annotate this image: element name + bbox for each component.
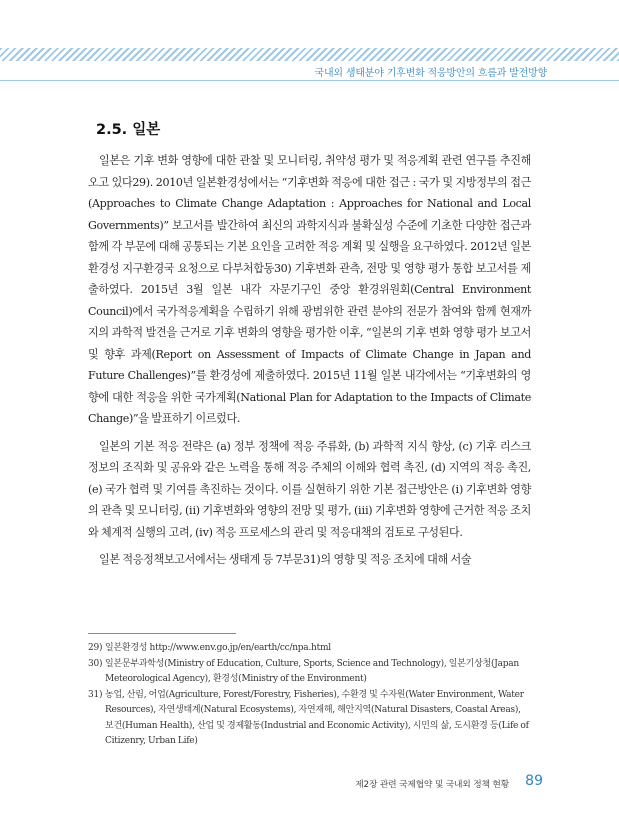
body-text — [88, 150, 531, 577]
paragraph: 일본 적응정책보고서에서는 생태계 등 7부문31)의 영향 및 적응 조치에 대해 서술 — [99, 553, 472, 566]
footnote — [88, 688, 531, 750]
running-footer: 제2장 관련 국제협약 및 국내외 정책 현황 — [355, 780, 509, 790]
footnote — [88, 657, 531, 688]
footnote-text: 일본환경성 http://www.env.go.jp/en/earth/cc/npa.html — [105, 643, 331, 653]
paragraph: 일본은 기후 변화 영향에 대한 관찰 및 모니터링, 취약성 평가 및 적응계획 관련 연구를 추진해오고 있다29). 2010년 일본환경성에서는 “기후변화 적응에 대한 접근 : 국가 및 지방정부의 접근(Approaches to Climate Change Adaptation : Approaches for National and Local Governments)” 보고서를 발간하여 최신의 과학지식과 불확실성 수준에 기초한 다양한 접근과 함께 각 부문에 대해 공통되는 기본 요인을 고려한 적응 계획 및 실행을 요구하였다. 2012년 일본환경성 지구환경국 요청으로 다부처합동30) 기후변화 관측, 전망 및 영향 평가 통합 보고서를 제출하였다. 2015년 3월 일본 내각 자문기구인 중앙 환경위원회(Central Environment Council)에서 국가적응계획을 수립하기 위해 광범위한 관련 분야의 전문가 참여와 함께 현재까지의 과학적 발견을 근거로 기후 변화의 영향을 평가한 이후, “일본의 기후 변화 영향 평가 보고서 및 향후 과제(Report on Assessment of Impacts of Climate Change in Japan and Future Challenges)”를 환경성에 제출하였다. 2015년 11월 일본 내각에서는 “기후변화의 영향에 대한 적응을 위한 국가계획(National Plan for Adaptation to the Impacts of Climate Change)”을 발표하기 이르렀다. — [88, 154, 531, 425]
footnote-text: 농업, 산림, 어업(Agriculture, Forest/Forestry, Fisheries), 수환경 및 수자원(Water Environment, Water Resources), 자연생태계(Natural Ecosystems), 자연재해, 해안지역(Natural Disasters, Coastal Areas), 보건(Human Health), 산업 및 경제활동(Industrial and Economic Activity), 시민의 삶, 도시환경 등(Life of Citizenry, Urban Life) — [105, 689, 529, 746]
page-number: 89 — [525, 773, 543, 789]
footnote — [88, 641, 531, 657]
header-rule — [0, 80, 619, 81]
paragraph: 일본의 기본 적응 전략은 (a) 정부 정책에 적응 주류화, (b) 과학적 지식 향상, (c) 기후 리스크 정보의 조직화 및 공유와 같은 노력을 통해 적응 주체의 이해와 협력 촉진, (d) 지역의 적응 촉진, (e) 국가 협력 및 기여를 촉진하는 것이다. 이를 실현하기 위한 기본 접근방안은 (ⅰ) 기후변화 영향의 관측 및 모니터링, (ⅱ) 기후변화와 영향의 전망 및 평가, (ⅲ) 기후변화 영향에 근거한 적응 조치와 체계적 실행의 고려, (ⅳ) 적응 프로세스의 관리 및 적응대책의 검토로 구성된다. — [88, 439, 531, 539]
footnote-rule — [88, 633, 236, 634]
running-header: 국내외 생태분야 기후변화 적응방안의 흐름과 발전방향 — [314, 68, 547, 79]
footnote-number: 30) — [88, 658, 103, 669]
footnote-text: 일본문부과학성(Ministry of Education, Culture, Sports, Science and Technology), 일본기상청(Japan Meteorological Agency), 환경성(Ministry of the Environment) — [105, 658, 519, 684]
footnotes — [88, 641, 531, 750]
footnote-number: 29) — [88, 643, 103, 653]
footnote-number: 31) — [88, 689, 103, 700]
section-title: 2.5. 일본 — [96, 122, 161, 138]
header-stripe — [0, 48, 619, 61]
